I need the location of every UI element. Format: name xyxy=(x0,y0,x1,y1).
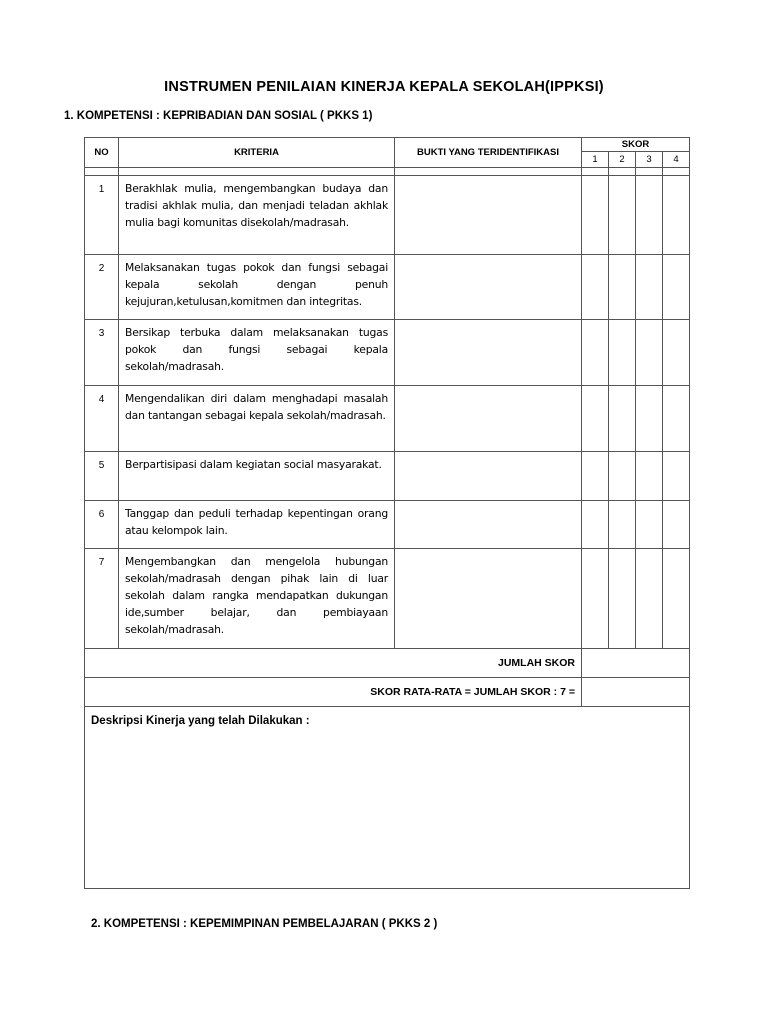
assessment-table xyxy=(84,137,690,889)
evidence-cell[interactable] xyxy=(395,320,582,386)
score-cell-1[interactable] xyxy=(582,549,609,649)
col-header-skor: SKOR xyxy=(582,138,690,152)
score-cell-1[interactable] xyxy=(582,501,609,549)
score-cell-2[interactable] xyxy=(609,549,636,649)
score-cell-3[interactable] xyxy=(636,549,663,649)
score-cell-4[interactable] xyxy=(663,255,690,320)
col-header-bukti: BUKTI YANG TERIDENTIFIKASI xyxy=(395,138,582,168)
score-cell-4[interactable] xyxy=(663,501,690,549)
jumlah-skor-row xyxy=(85,649,690,678)
criteria-text: Mengendalikan diri dalam menghadapi masalah dan tantangan sebagai kepala sekolah/madrasah. xyxy=(119,386,395,452)
table-row xyxy=(85,255,690,320)
score-cell-4[interactable] xyxy=(663,386,690,452)
deskripsi-box[interactable] xyxy=(85,707,690,889)
score-col-3: 3 xyxy=(636,152,663,168)
evidence-cell[interactable] xyxy=(395,176,582,255)
document-title: INSTRUMEN PENILAIAN KINERJA KEPALA SEKOLAH(IPPKSI) xyxy=(164,79,604,95)
table-row xyxy=(85,501,690,549)
criteria-text: Berakhlak mulia, mengembangkan budaya dan tradisi akhlak mulia, dan menjadi teladan akhlak mulia bagi komunitas disekolah/madrasah. xyxy=(119,176,395,255)
evidence-cell[interactable] xyxy=(395,501,582,549)
score-cell-4[interactable] xyxy=(663,452,690,501)
score-cell-3[interactable] xyxy=(636,255,663,320)
skor-rata-value[interactable] xyxy=(582,678,690,707)
score-cell-1[interactable] xyxy=(582,320,609,386)
col-header-kriteria: KRITERIA xyxy=(119,138,395,168)
section-1-heading: 1. KOMPETENSI : KEPRIBADIAN DAN SOSIAL ( PKKS 1) xyxy=(64,110,373,122)
score-col-1: 1 xyxy=(582,152,609,168)
score-cell-4[interactable] xyxy=(663,176,690,255)
score-cell-3[interactable] xyxy=(636,320,663,386)
score-cell-3[interactable] xyxy=(636,176,663,255)
table-row xyxy=(85,176,690,255)
col-header-no: NO xyxy=(85,138,119,168)
score-cell-2[interactable] xyxy=(609,176,636,255)
evidence-cell[interactable] xyxy=(395,549,582,649)
criteria-text: Melaksanakan tugas pokok dan fungsi sebagai kepala sekolah dengan penuh kejujuran,ketulusan,komitmen dan integritas. xyxy=(119,255,395,320)
deskripsi-row xyxy=(85,707,690,889)
score-cell-1[interactable] xyxy=(582,255,609,320)
score-cell-1[interactable] xyxy=(582,176,609,255)
score-cell-4[interactable] xyxy=(663,320,690,386)
criteria-text: Tanggap dan peduli terhadap kepentingan orang atau kelompok lain. xyxy=(119,501,395,549)
score-cell-3[interactable] xyxy=(636,452,663,501)
deskripsi-label: Deskripsi Kinerja yang telah Dilakukan : xyxy=(91,715,310,727)
section-2-heading: 2. KOMPETENSI : KEPEMIMPINAN PEMBELAJARAN ( PKKS 2 ) xyxy=(91,918,438,930)
evidence-cell[interactable] xyxy=(395,452,582,501)
jumlah-skor-label: JUMLAH SKOR xyxy=(85,649,582,678)
criteria-text: Bersikap terbuka dalam melaksanakan tugas pokok dan fungsi sebagai kepala sekolah/madrasah. xyxy=(119,320,395,386)
row-number: 6 xyxy=(85,501,119,549)
spacer-row xyxy=(85,168,690,176)
evidence-cell[interactable] xyxy=(395,255,582,320)
score-cell-4[interactable] xyxy=(663,549,690,649)
row-number: 2 xyxy=(85,255,119,320)
score-cell-2[interactable] xyxy=(609,501,636,549)
score-cell-3[interactable] xyxy=(636,501,663,549)
score-col-4: 4 xyxy=(663,152,690,168)
row-number: 5 xyxy=(85,452,119,501)
score-col-2: 2 xyxy=(609,152,636,168)
row-number: 7 xyxy=(85,549,119,649)
evidence-cell[interactable] xyxy=(395,386,582,452)
score-cell-1[interactable] xyxy=(582,386,609,452)
table-row xyxy=(85,452,690,501)
row-number: 3 xyxy=(85,320,119,386)
row-number: 4 xyxy=(85,386,119,452)
score-cell-1[interactable] xyxy=(582,452,609,501)
table-row xyxy=(85,386,690,452)
skor-rata-row xyxy=(85,678,690,707)
criteria-text: Mengembangkan dan mengelola hubungan sekolah/madrasah dengan pihak lain di luar sekolah dalam rangka mendapatkan dukungan ide,sumber belajar, dan pembiayaan sekolah/madrasah. xyxy=(119,549,395,649)
criteria-text: Berpartisipasi dalam kegiatan social masyarakat. xyxy=(119,452,395,501)
table-row xyxy=(85,549,690,649)
skor-rata-label: SKOR RATA-RATA = JUMLAH SKOR : 7 = xyxy=(85,678,582,707)
row-number: 1 xyxy=(85,176,119,255)
score-cell-3[interactable] xyxy=(636,386,663,452)
score-cell-2[interactable] xyxy=(609,320,636,386)
score-cell-2[interactable] xyxy=(609,255,636,320)
score-cell-2[interactable] xyxy=(609,386,636,452)
table-row xyxy=(85,320,690,386)
score-cell-2[interactable] xyxy=(609,452,636,501)
jumlah-skor-value[interactable] xyxy=(582,649,690,678)
